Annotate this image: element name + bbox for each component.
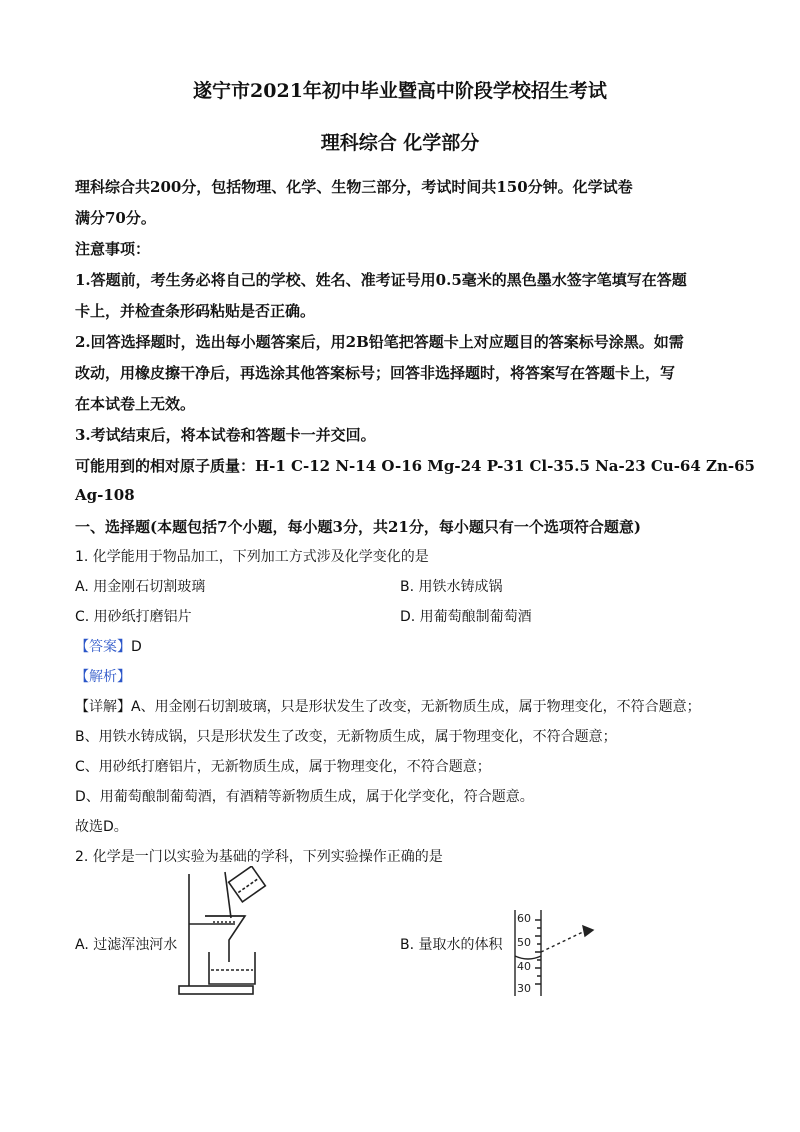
tick-label-50: 50 xyxy=(517,936,531,949)
detail-tag: 【详解】 xyxy=(75,699,131,715)
notes-heading: 注意事项： xyxy=(75,240,151,258)
note-3: 3.考试结束后，将本试卷和答题卡一并交回。 xyxy=(75,426,376,444)
analysis-tag: 【解析】 xyxy=(75,669,131,685)
intro-line-2: 满分70分。 xyxy=(75,209,156,227)
q1-answer-line xyxy=(75,636,142,656)
q1-conclusion: 故选D。 xyxy=(75,819,128,835)
note-2-line-2: 改动，用橡皮擦干净后，再选涂其他答案标号；回答非选择题时，将答案写在答题卡上，写 xyxy=(75,364,676,382)
page-title: 遂宁市2021年初中毕业暨高中阶段学校招生考试 xyxy=(193,80,607,102)
note-2-line-1: 2.回答选择题时，选出每小题答案后，用2B铅笔把答题卡上对应题目的答案标号涂黑。如需 xyxy=(75,333,684,351)
q1-detail-d: D、用葡萄酿制葡萄酒，有酒精等新物质生成，属于化学变化，符合题意。 xyxy=(75,789,534,805)
filtration-illustration xyxy=(175,866,275,998)
note-1-line-2: 卡上，并检查条形码粘贴是否正确。 xyxy=(75,302,316,320)
q1-detail-c: C、用砂纸打磨铝片，无新物质生成，属于物理变化，不符合题意； xyxy=(75,759,491,775)
q2-stem: 2. 化学是一门以实验为基础的学科，下列实验操作正确的是 xyxy=(75,849,443,865)
q1-detail-a xyxy=(75,696,701,716)
q1-stem: 1. 化学能用于物品加工，下列加工方式涉及化学变化的是 xyxy=(75,549,429,565)
note-2-line-3: 在本试卷上无效。 xyxy=(75,395,196,413)
graduated-cylinder-illustration xyxy=(505,906,605,998)
q1-detail-b: B、用铁水铸成锅，只是形状发生了改变，无新物质生成，属于物理变化，不符合题意； xyxy=(75,729,617,745)
atomic-masses-line-2: Ag-108 xyxy=(75,486,135,504)
answer-tag: 【答案】 xyxy=(75,639,131,655)
q1-option-d: D. 用葡萄酿制葡萄酒 xyxy=(400,609,532,625)
q1-detail-a-text: A、用金刚石切割玻璃，只是形状发生了改变，无新物质生成，属于物理变化，不符合题意； xyxy=(131,699,701,715)
q1-option-c: C. 用砂纸打磨铝片 xyxy=(75,609,192,625)
q1-option-a: A. 用金刚石切割玻璃 xyxy=(75,579,206,595)
page-subtitle: 理科综合 化学部分 xyxy=(320,132,480,154)
tick-label-40: 40 xyxy=(517,960,531,973)
tick-label-60: 60 xyxy=(517,912,531,925)
note-1-line-1: 1.答题前，考生务必将自己的学校、姓名、准考证号用0.5毫米的黑色墨水签字笔填写在答题 xyxy=(75,271,687,289)
tick-label-30: 30 xyxy=(517,982,531,995)
q1-answer: D xyxy=(131,639,142,655)
q1-option-b: B. 用铁水铸成锅 xyxy=(400,579,503,595)
intro-line-1: 理科综合共200分，包括物理、化学、生物三部分，考试时间共150分钟。化学试卷 xyxy=(75,178,633,196)
atomic-masses-line-1: 可能用到的相对原子质量：H-1 C-12 N-14 O-16 Mg-24 P-31 Cl-35.5 Na-23 Cu-64 Zn-65 xyxy=(75,457,755,475)
section-heading: 一、选择题(本题包括7个小题，每小题3分，共21分，每小题只有一个选项符合题意) xyxy=(75,518,641,536)
q2-option-b: B. 量取水的体积 xyxy=(400,937,503,953)
q2-option-a: A. 过滤浑浊河水 xyxy=(75,937,178,953)
